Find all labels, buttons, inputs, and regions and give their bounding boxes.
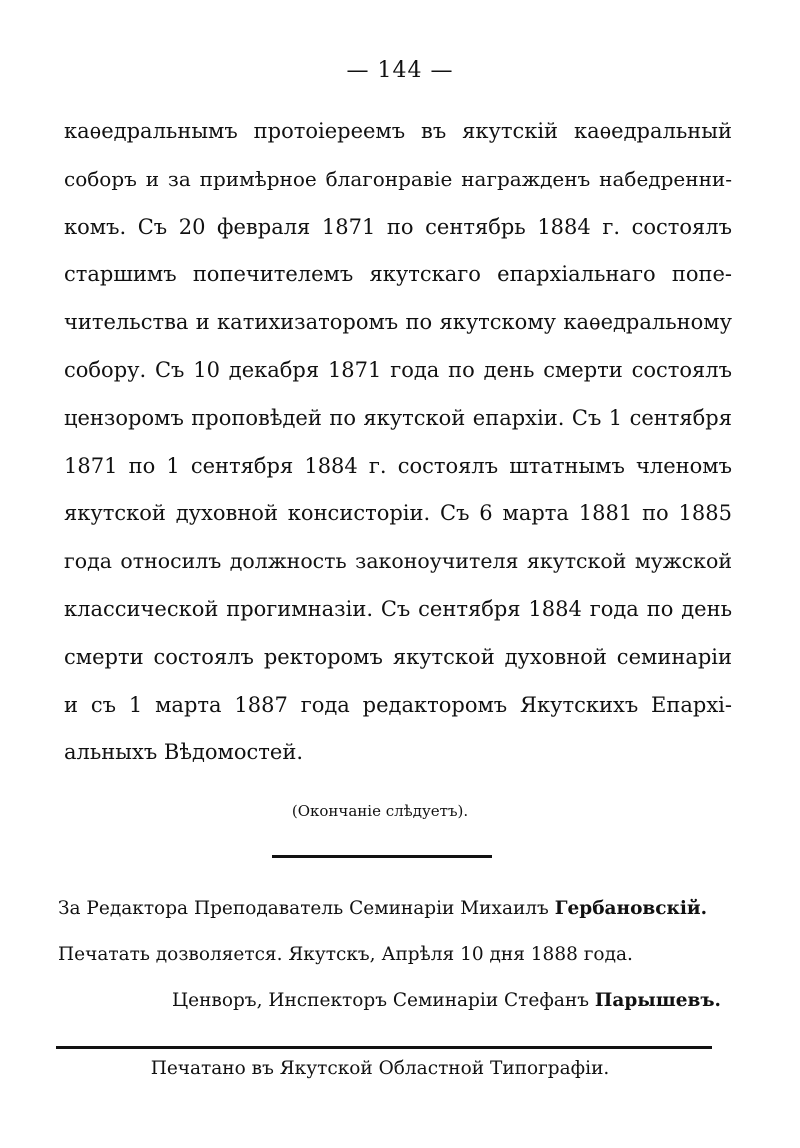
censor-credit-prefix: Ценворъ, Инспекторъ Семинаріи Стефанъ xyxy=(172,990,589,1011)
body-line: альныхъ Вѣдомостей. xyxy=(64,740,304,765)
continued-note: (Окончаніе слѣдуетъ). xyxy=(291,802,469,820)
body-line: каѳедральнымъ протоіереемъ въ якутскій каѳедральный xyxy=(64,119,732,143)
censor-name: Парышевъ. xyxy=(594,990,721,1011)
body-line: старшимъ попечителемъ якутскаго епархіальнаго попе- xyxy=(64,262,732,287)
editor-credit xyxy=(58,898,707,919)
printer-imprint: Печатано въ Якутской Областной Типографіи. xyxy=(150,1058,610,1079)
body-line: классической прогимназіи. Съ сентября 1884 года по день xyxy=(64,596,732,621)
body-line: чительства и катихизаторомъ по якутскому каѳедральному xyxy=(64,310,732,335)
body-line: цензоромъ проповѣдей по якутской епархіи. Съ 1 сентября xyxy=(64,405,732,430)
long-divider xyxy=(56,1046,712,1049)
body-line: и съ 1 марта 1887 года редакторомъ Якутскихъ Епархі- xyxy=(64,692,732,717)
body-line: года относилъ должность законоучителя якутской мужской xyxy=(64,549,732,574)
body-line: смерти состоялъ ректоромъ якутской духовной семинаріи xyxy=(64,644,732,669)
short-divider xyxy=(272,855,492,858)
body-line: соборъ и за примѣрное благонравіе награжденъ набедренни- xyxy=(64,166,732,191)
body-line: якутской духовной консисторіи. Съ 6 марта 1881 по 1885 xyxy=(64,501,732,526)
page-number: — 144 — xyxy=(346,58,454,83)
body-text xyxy=(64,108,732,777)
body-line: собору. Съ 10 декабря 1871 года по день смерти состоялъ xyxy=(64,357,732,382)
print-permission: Печатать дозволяется. Якутскъ, Апрѣля 10 дня 1888 года. xyxy=(58,944,633,965)
censor-credit xyxy=(172,990,721,1011)
body-line: 1871 по 1 сентября 1884 г. состоялъ штатнымъ членомъ xyxy=(64,453,732,478)
editor-name: Гербановскій. xyxy=(554,898,708,919)
editor-credit-prefix: За Редактора Преподаватель Семинаріи Михаилъ xyxy=(58,898,549,919)
body-line: комъ. Съ 20 февраля 1871 по сентябрь 1884 г. состоялъ xyxy=(64,214,732,239)
